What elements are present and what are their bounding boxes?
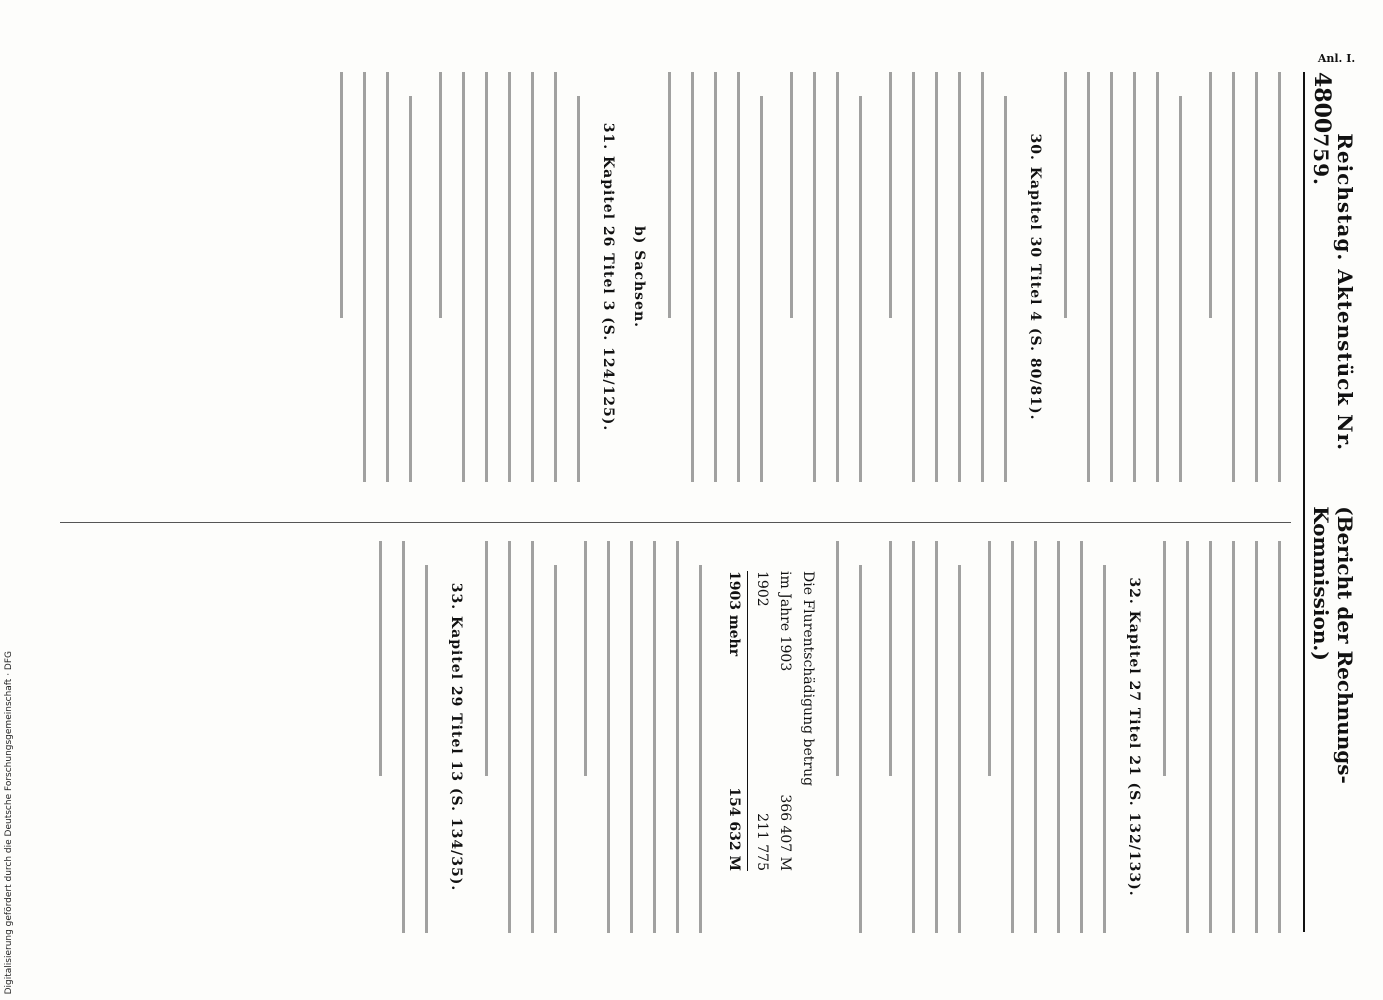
credit-text: Digitalisierung gefördert durch die Deutsche Forschungsgemeinschaft · DFG — [4, 650, 14, 994]
text-block — [658, 72, 773, 482]
text-block — [475, 541, 567, 933]
left-column — [60, 72, 1291, 482]
section-heading: 30. Kapitel 30 Titel 4 (S. 80/81). — [1027, 133, 1043, 421]
figures-total-value: 154 632 M — [726, 787, 742, 871]
section-heading: 32. Kapitel 27 Titel 21 (S. 132/133). — [1126, 577, 1142, 897]
header-section: (Bericht der Rechnungs-Kommission.) — [1309, 506, 1357, 784]
text-block — [574, 541, 712, 933]
text-block — [369, 541, 438, 933]
figures-row — [773, 571, 796, 871]
section-heading: 31. Kapitel 26 Titel 3 (S. 124/125). — [600, 122, 616, 432]
header-title: Reichstag. Aktenstück Nr. 759. — [1309, 133, 1357, 452]
text-block — [1054, 72, 1192, 482]
figures-row-value: 366 407 M — [777, 794, 793, 871]
right-column — [60, 522, 1291, 933]
text-block — [879, 72, 1017, 482]
text-block — [1153, 541, 1291, 933]
text-block — [879, 541, 971, 933]
figures-row-value: 211 775 — [754, 813, 770, 871]
section-heading: b) Sachsen. — [631, 225, 647, 328]
figures-label: Die Flurentschädigung betrug — [800, 571, 816, 787]
margin-note: Anl. I. — [1317, 52, 1356, 66]
figures-row-label: 1902 — [754, 571, 770, 607]
figures-total-label: 1903 mehr — [726, 571, 742, 657]
text-block — [330, 72, 422, 482]
digitization-credit — [0, 0, 18, 1000]
page-number: 4800 — [1309, 72, 1335, 134]
figures-table — [722, 571, 819, 933]
figures-row — [750, 571, 773, 871]
text-block — [780, 72, 872, 482]
text-block — [1199, 72, 1291, 482]
section-heading: 33. Kapitel 29 Titel 13 (S. 134/35). — [448, 582, 464, 892]
text-block — [429, 72, 590, 482]
text-block — [826, 541, 872, 933]
figures-total — [722, 571, 748, 871]
text-block — [978, 541, 1116, 933]
figures-row-label: im Jahre 1903 — [777, 571, 793, 672]
page-header — [1303, 72, 1357, 932]
